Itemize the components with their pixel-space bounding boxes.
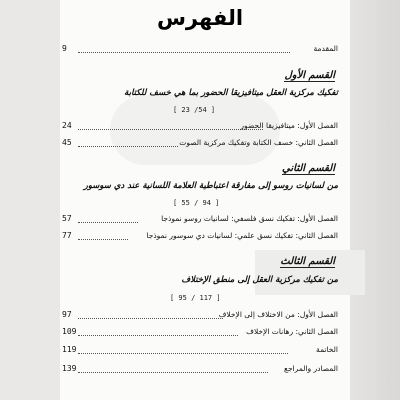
leader-dots bbox=[78, 353, 288, 354]
toc-entry-label: الفصل الثاني: خسف الكتابة وتفكيك مركزية الصوت bbox=[179, 138, 338, 147]
leader-dots bbox=[78, 222, 138, 223]
toc-entry-label: المصادر والمراجع bbox=[283, 364, 338, 373]
toc-entry-chapter[interactable] bbox=[0, 214, 400, 228]
toc-page-number: 45 bbox=[62, 138, 72, 147]
toc-entry-chapter[interactable] bbox=[0, 138, 400, 152]
toc-entry-conclusion[interactable] bbox=[0, 345, 400, 359]
section-page-range: [ 95 / 117 ] bbox=[170, 294, 221, 302]
leader-dots bbox=[78, 372, 268, 373]
toc-entry-chapter[interactable] bbox=[0, 310, 400, 324]
section-heading: تفكيك مركزية العقل ميتافيزيقا الحضور بما هي خسف للكتابة bbox=[124, 88, 338, 98]
section-name: القسم الثاني bbox=[282, 163, 335, 174]
toc-entry-references[interactable] bbox=[0, 364, 400, 378]
toc-entry-chapter[interactable] bbox=[0, 121, 400, 135]
toc-entry-label: الفصل الأول: من الاختلاف إلى الإخلاف bbox=[218, 310, 338, 319]
leader-dots bbox=[78, 335, 238, 336]
section-name: القسم الأول bbox=[284, 70, 335, 81]
leader-dots bbox=[78, 146, 178, 147]
section-page-range: [ 55 / 94 ] bbox=[173, 199, 220, 207]
section-name: القسم الثالث bbox=[280, 256, 335, 267]
toc-page-number: 9 bbox=[62, 44, 67, 53]
toc-page-number: 77 bbox=[62, 231, 72, 240]
section-page-range: [ 23 /54 ] bbox=[173, 106, 216, 114]
leader-dots bbox=[78, 52, 290, 53]
toc-entry-intro[interactable] bbox=[0, 44, 400, 58]
toc-entry-label: الفصل الأول: ميتافيزيقا الحضور bbox=[240, 121, 338, 130]
leader-dots bbox=[78, 129, 263, 130]
toc-entry-chapter[interactable] bbox=[0, 327, 400, 341]
section-heading: من لسانيات روسو إلى مفارقة اعتباطية العلامة اللسانية عند دي سوسور bbox=[83, 181, 338, 191]
toc-page-number: 97 bbox=[62, 310, 72, 319]
toc-page-number: 139 bbox=[62, 364, 77, 373]
page-title: الفهرس bbox=[156, 6, 244, 30]
toc-entry-label: الفصل الثاني: تفكيك نسق علمي: لسانيات دي سوسور نموذجا bbox=[146, 231, 338, 240]
toc-page-number: 119 bbox=[62, 345, 77, 354]
toc-entry-chapter[interactable] bbox=[0, 231, 400, 245]
toc-page-number: 24 bbox=[62, 121, 72, 130]
toc-entry-label: الخاتمة bbox=[316, 345, 338, 354]
toc-entry-label: الفصل الثاني: رهانات الإخلاف bbox=[246, 327, 338, 336]
section-heading: من تفكيك مركزية العقل إلى منطق الإختلاف bbox=[181, 275, 338, 285]
leader-dots bbox=[78, 318, 223, 319]
toc-entry-label: المقدمة bbox=[313, 44, 338, 53]
toc-entry-label: الفصل الأول: تفكيك نسق فلسفي: لسانيات روسو نموذجا bbox=[161, 214, 338, 223]
leader-dots bbox=[78, 239, 128, 240]
toc-page-number: 57 bbox=[62, 214, 72, 223]
toc-page-number: 109 bbox=[62, 327, 77, 336]
